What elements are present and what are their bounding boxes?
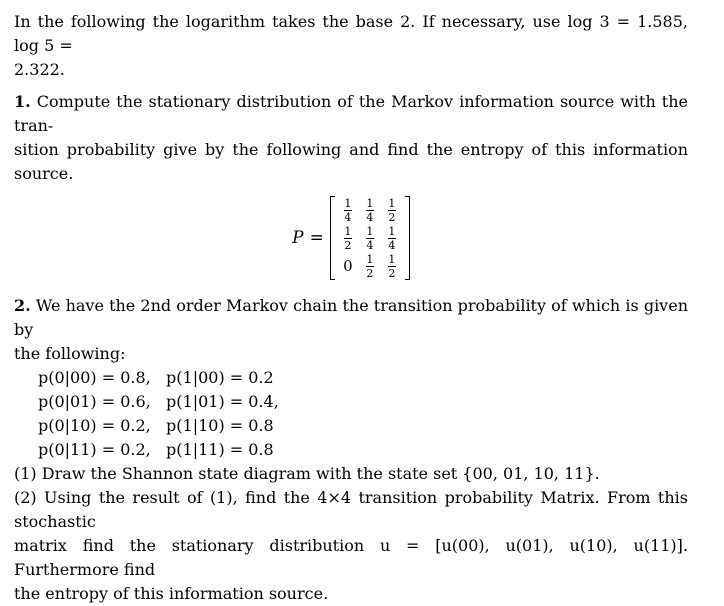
matrix-cell-r3-c2 bbox=[359, 253, 381, 279]
fraction-denominator: 2 bbox=[366, 266, 374, 280]
matrix-cell-r2-c1 bbox=[337, 225, 359, 251]
question-1 bbox=[14, 90, 688, 186]
matrix-cell-r1-c3 bbox=[381, 197, 403, 223]
fraction-denominator: 4 bbox=[366, 238, 374, 252]
equation-row: p(0|11) = 0.2, p(1|11) = 0.8 bbox=[38, 440, 274, 459]
fraction-denominator: 4 bbox=[344, 210, 352, 224]
intro-line-1: In the following the logarithm takes the base 2. If necessary, use log 3 = 1.585, log 5 = bbox=[14, 12, 688, 55]
part-1-text: (1) Draw the Shannon state diagram with the state set {00, 01, 10, 11}. bbox=[14, 464, 600, 483]
matrix-entry-fraction bbox=[388, 226, 396, 251]
part-2-line-3: the entropy of this information source. bbox=[14, 584, 329, 603]
probability-equations bbox=[14, 366, 688, 462]
fraction-denominator: 2 bbox=[388, 210, 396, 224]
fraction-numerator: 1 bbox=[366, 196, 374, 210]
question-2-part-2 bbox=[14, 486, 688, 606]
equation-row: p(0|00) = 0.8, p(1|00) = 0.2 bbox=[38, 368, 274, 387]
question-2-number: 2. bbox=[14, 296, 31, 315]
question-1-line-1: Compute the stationary distribution of the Markov information source with the tran- bbox=[14, 92, 689, 135]
matrix-cell-r3-c3 bbox=[381, 253, 403, 279]
intro-paragraph bbox=[14, 10, 688, 82]
matrix-cell-r2-c3 bbox=[381, 225, 403, 251]
question-2 bbox=[14, 294, 688, 366]
matrix-cell-r1-c1 bbox=[337, 197, 359, 223]
matrix-equals: = bbox=[309, 228, 324, 248]
fraction-denominator: 2 bbox=[388, 266, 396, 280]
fraction-numerator: 1 bbox=[344, 196, 352, 210]
fraction-denominator: 4 bbox=[366, 210, 374, 224]
matrix-entry-fraction bbox=[366, 198, 374, 223]
matrix-entry-value: 0 bbox=[343, 257, 353, 275]
question-1-line-2: sition probability give by the following and find the entropy of this information source. bbox=[14, 140, 688, 183]
equation-row: p(0|10) = 0.2, p(1|10) = 0.8 bbox=[38, 416, 274, 435]
equation-row: p(0|01) = 0.6, p(1|01) = 0.4, bbox=[38, 392, 279, 411]
fraction-numerator: 1 bbox=[388, 252, 396, 266]
matrix-entry-fraction bbox=[366, 226, 374, 251]
matrix-entry-fraction bbox=[366, 254, 374, 279]
fraction-numerator: 1 bbox=[388, 224, 396, 238]
matrix-label: P bbox=[292, 228, 304, 248]
fraction-denominator: 2 bbox=[344, 238, 352, 252]
part-2-line-1: (2) Using the result of (1), find the 4×4 transition probability Matrix. From this stochastic bbox=[14, 488, 688, 531]
matrix-entry-fraction bbox=[344, 226, 352, 251]
fraction-numerator: 1 bbox=[344, 224, 352, 238]
question-2-line-1: We have the 2nd order Markov chain the transition probability of which is given by bbox=[14, 296, 688, 339]
matrix-entry-fraction bbox=[388, 254, 396, 279]
matrix-entry-fraction bbox=[388, 198, 396, 223]
document-body bbox=[14, 10, 688, 606]
intro-line-2: 2.322. bbox=[14, 60, 65, 79]
matrix-cell-r3-c1 bbox=[337, 253, 359, 279]
matrix-brackets bbox=[330, 196, 410, 280]
matrix-cell-r1-c2 bbox=[359, 197, 381, 223]
transition-matrix bbox=[14, 196, 688, 280]
question-2-line-2: the following: bbox=[14, 344, 126, 363]
fraction-numerator: 1 bbox=[366, 224, 374, 238]
part-2-line-2: matrix find the stationary distribution u = [u(00), u(01), u(10), u(11)]. Furthermore find bbox=[14, 536, 688, 579]
fraction-denominator: 4 bbox=[388, 238, 396, 252]
fraction-numerator: 1 bbox=[388, 196, 396, 210]
fraction-numerator: 1 bbox=[366, 252, 374, 266]
matrix-entry-fraction bbox=[344, 198, 352, 223]
matrix-cell-r2-c2 bbox=[359, 225, 381, 251]
question-2-part-1 bbox=[14, 462, 688, 486]
question-1-number: 1. bbox=[14, 92, 31, 111]
